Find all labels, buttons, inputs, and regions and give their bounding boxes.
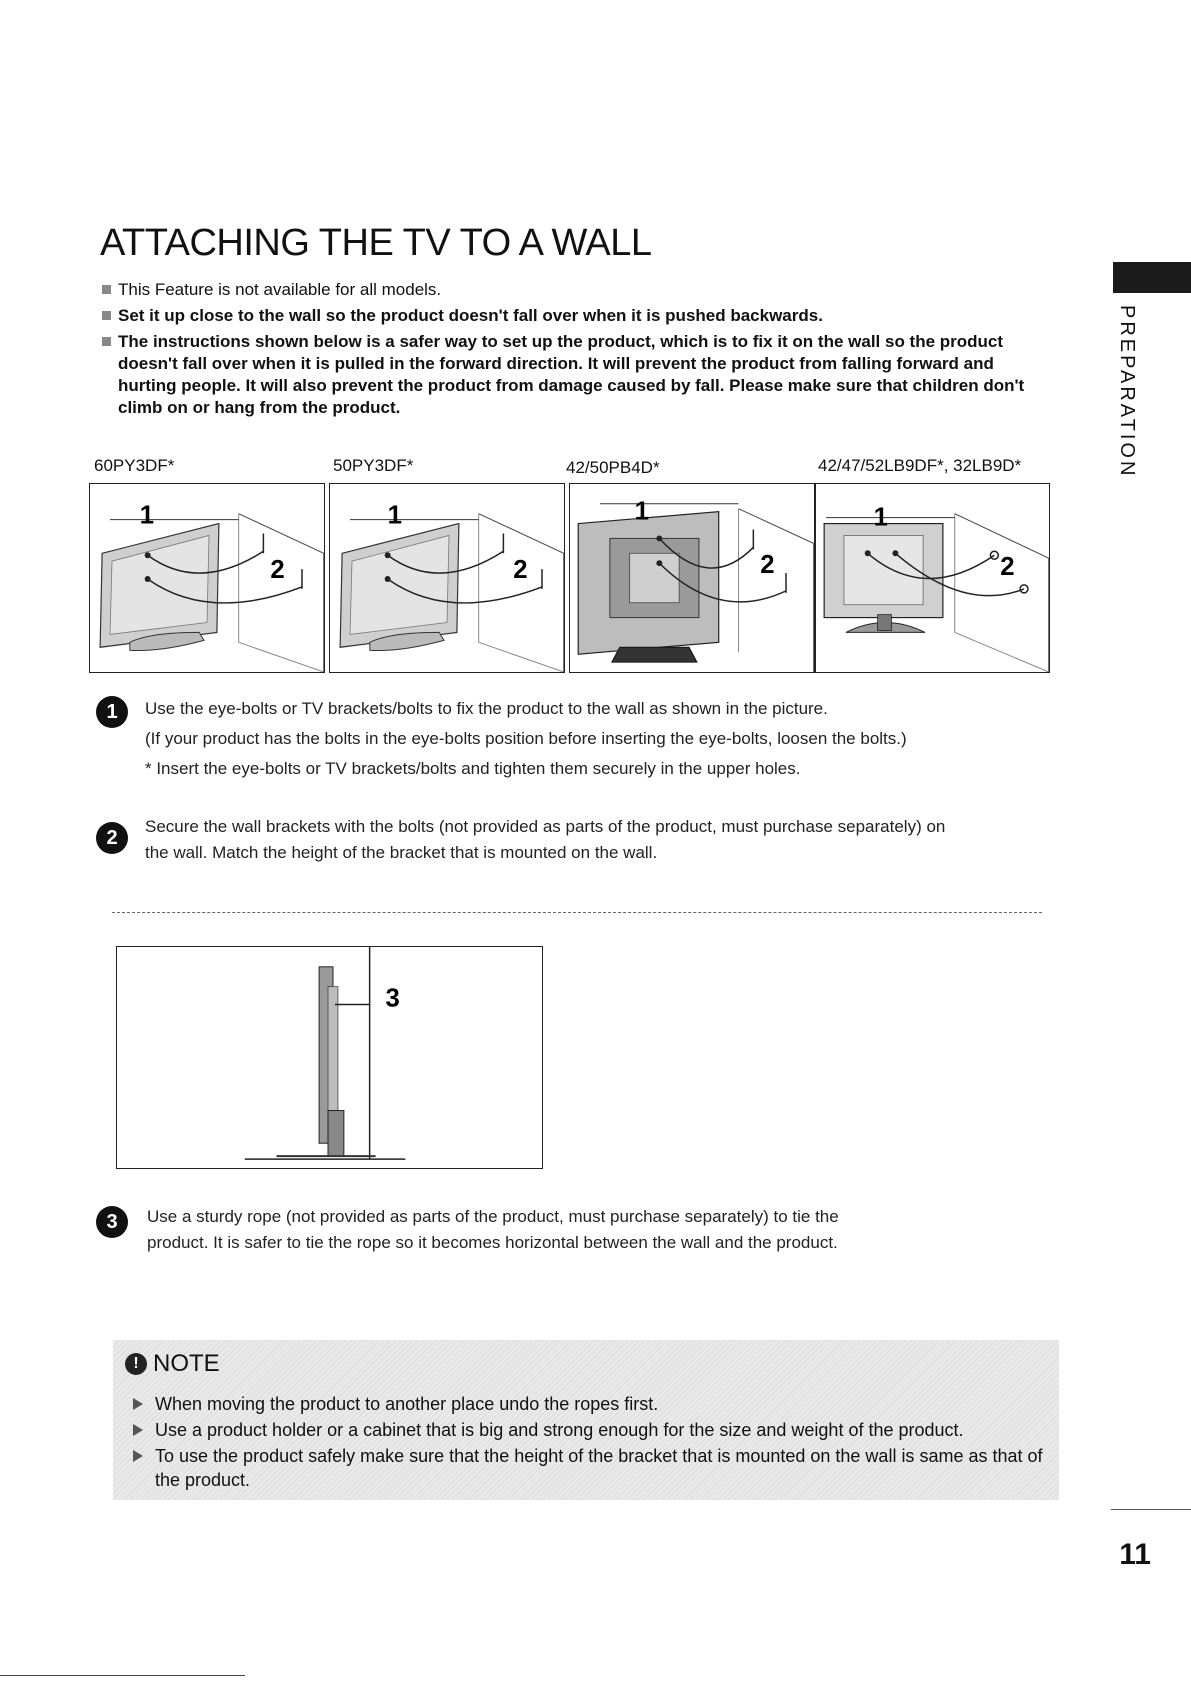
section-tab-label: PREPARATION: [1116, 305, 1138, 479]
tv-wall-mount-illustration: [816, 484, 1049, 672]
callout-number: 2: [760, 551, 775, 580]
step-1-badge: 1: [96, 696, 128, 728]
note-title: NOTE: [153, 1350, 220, 1377]
model-figure-lb9df: [815, 483, 1050, 673]
section-tab-marker: [1113, 262, 1191, 293]
model-label: 50PY3DF*: [333, 456, 414, 475]
step-1-text: Use the eye-bolts or TV brackets/bolts to fix the product to the wall as shown in the picture. (If your product has the bolts in the eye-bolts position before inserting the eye-bolts, loosen the bolts.) * Insert the eye-bolts or TV brackets/bolts and tighten them securely in the upper holes.: [145, 699, 907, 778]
triangle-bullet-icon: [133, 1450, 143, 1462]
square-bullet-icon: [102, 285, 111, 294]
tv-wall-mount-illustration: [330, 484, 564, 672]
tv-wall-mount-illustration: [90, 484, 324, 672]
square-bullet-icon: [102, 311, 111, 320]
model-figure-60py3df: [89, 483, 325, 673]
intro-list: [100, 279, 1030, 423]
note-list: [125, 1392, 1053, 1494]
exclamation-icon: !: [125, 1353, 147, 1375]
callout-number: 2: [513, 556, 528, 584]
page-title: ATTACHING THE TV TO A WALL: [100, 222, 652, 264]
rope-tie-illustration: [116, 946, 543, 1169]
note-heading: [125, 1350, 220, 1378]
model-label: 60PY3DF*: [94, 456, 175, 475]
model-figure-50py3df: [329, 483, 565, 673]
triangle-bullet-icon: [133, 1398, 143, 1410]
page-number: 11: [1119, 1538, 1151, 1571]
dashed-divider: [112, 912, 1042, 913]
triangle-bullet-icon: [133, 1424, 143, 1436]
model-label: 42/50PB4D*: [566, 458, 660, 477]
callout-number: 2: [1000, 553, 1015, 582]
callout-number: 1: [139, 501, 155, 530]
step-3-badge: 3: [96, 1206, 128, 1238]
step-2-badge: 2: [96, 822, 128, 854]
callout-number: 3: [385, 984, 400, 1013]
step-3-text: Use a sturdy rope (not provided as parts of the product, must purchase separately) to tie the product. It is safer to tie the rope so it becomes horizontal between the wall and the product.: [147, 1207, 839, 1252]
note-item: Use a product holder or a cabinet that is big and strong enough for the size and weight of the product.: [125, 1418, 1053, 1442]
model-label: 42/47/52LB9DF*, 32LB9D*: [818, 456, 1022, 475]
note-box: [113, 1340, 1059, 1500]
model-figure-42-50pb4d: [569, 483, 815, 673]
callout-number: 1: [873, 503, 888, 532]
tv-wall-mount-illustration: [570, 484, 814, 672]
intro-item: This Feature is not available for all models.: [100, 279, 1030, 301]
square-bullet-icon: [102, 337, 111, 346]
tv-side-view-illustration: [117, 947, 542, 1168]
callout-number: 1: [634, 497, 649, 526]
callout-number: 1: [387, 501, 402, 530]
intro-item: The instructions shown below is a safer way to set up the product, which is to fix it on the wall so the product doesn't fall over when it is pulled in the forward direction. It will prevent the product from falling forward and hurting people. It will also prevent the product from damage caused by fall. Please make sure that children don't climb on or hang from the product.: [100, 331, 1030, 419]
intro-item: Set it up close to the wall so the product doesn't fall over when it is pushed backwards.: [100, 305, 1030, 327]
footer-rule: [0, 1675, 245, 1676]
callout-number: 2: [270, 556, 285, 584]
step-2-text: Secure the wall brackets with the bolts (not provided as parts of the product, must purchase separately) on the wall. Match the height of the bracket that is mounted on the wall.: [145, 817, 946, 862]
page-number-rule: [1111, 1509, 1191, 1510]
note-item: To use the product safely make sure that the height of the bracket that is mounted on the wall is same as that of the product.: [125, 1444, 1053, 1492]
note-item: When moving the product to another place undo the ropes first.: [125, 1392, 1053, 1416]
